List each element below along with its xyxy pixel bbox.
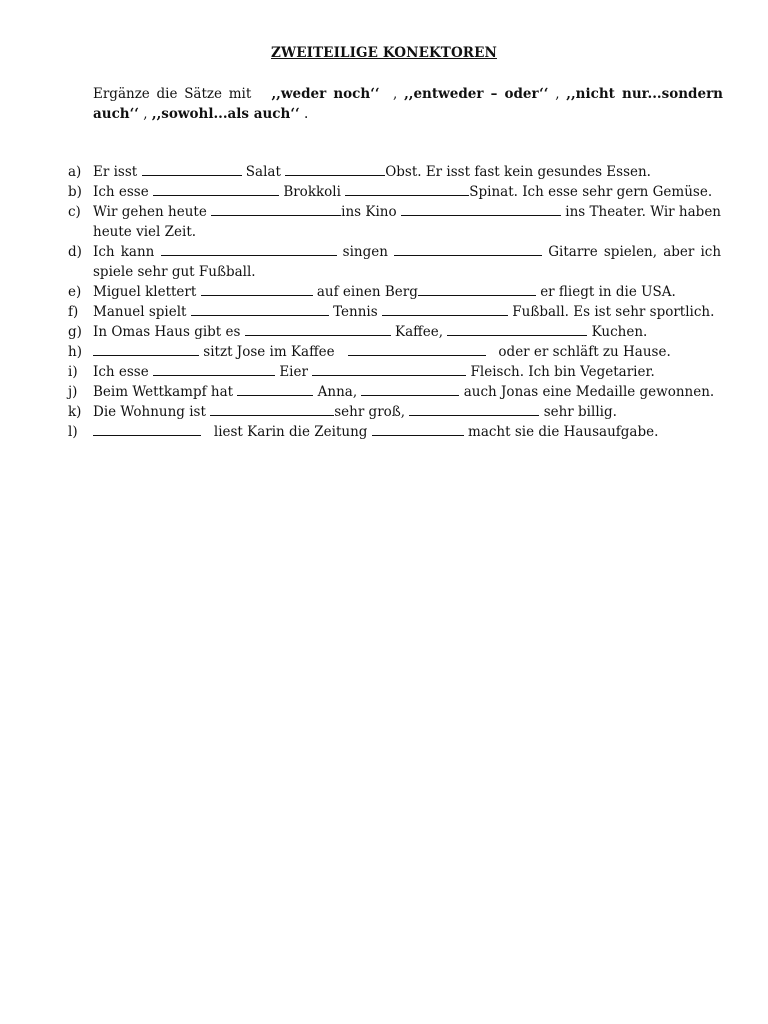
item-text: Brokkoli xyxy=(283,184,341,200)
instruction-end: . xyxy=(304,106,309,122)
item-text: In Omas Haus gibt es xyxy=(93,324,241,340)
item-label: e) xyxy=(68,284,82,300)
item-text: Ich esse xyxy=(93,184,149,200)
answer-blank[interactable] xyxy=(201,282,313,296)
connector-sowohl-als-auch: ,,sowohl...als auch‘‘ xyxy=(151,106,300,122)
answer-blank[interactable] xyxy=(348,342,486,356)
item-text: Kaffee, xyxy=(395,324,444,340)
item-text: auch Jonas eine Medaille gewonnen. xyxy=(463,384,715,400)
exercise-item-k xyxy=(0,402,768,422)
item-label: a) xyxy=(68,164,82,180)
item-text: er fliegt in die USA. xyxy=(540,284,676,300)
item-text: Anna, xyxy=(317,384,358,400)
item-text: Ich esse xyxy=(93,364,149,380)
connector-nicht-nur-sondern-auch: ,,nicht nur...sondern auch‘‘ xyxy=(93,86,723,122)
item-text: Ich kann xyxy=(93,244,155,260)
exercise-item-b xyxy=(0,182,768,202)
item-text: oder er schläft zu Hause. xyxy=(498,344,671,360)
instruction-text: Ergänze die Sätze mit ,,weder noch‘‘ , ,,entweder – oder‘‘ , ,,nicht nur...sondern auch‘‘ , ,,sowohl...als auch‘‘ . xyxy=(93,86,723,122)
item-label: g) xyxy=(68,324,82,340)
item-label: j) xyxy=(68,384,78,400)
instruction-lead: Ergänze die Sätze mit xyxy=(93,86,252,102)
item-text: Gitarre spielen, aber ich spiele sehr gut Fußball. xyxy=(93,244,722,280)
item-text: Tennis xyxy=(333,304,378,320)
item-text: ins Kino xyxy=(341,204,397,220)
item-label: l) xyxy=(68,424,78,440)
item-text: Wir gehen heute xyxy=(93,204,207,220)
answer-blank[interactable] xyxy=(211,202,341,216)
exercise-item-a xyxy=(0,162,768,182)
exercise-item-d xyxy=(0,242,768,282)
item-text: Er isst xyxy=(93,164,138,180)
answer-blank[interactable] xyxy=(93,342,199,356)
answer-blank[interactable] xyxy=(153,182,279,196)
answer-blank[interactable] xyxy=(142,162,242,176)
worksheet-title: ZWEITEILIGE KONEKTOREN xyxy=(271,45,497,61)
item-label: f) xyxy=(68,304,79,320)
item-text: Manuel spielt xyxy=(93,304,187,320)
answer-blank[interactable] xyxy=(312,362,466,376)
item-label: d) xyxy=(68,244,82,260)
exercise-item-f xyxy=(0,302,768,322)
answer-blank[interactable] xyxy=(382,302,508,316)
item-text: Fußball. Es ist sehr sportlich. xyxy=(512,304,715,320)
answer-blank[interactable] xyxy=(401,202,561,216)
item-label: h) xyxy=(68,344,82,360)
exercise-item-c xyxy=(0,202,768,242)
answer-blank[interactable] xyxy=(191,302,329,316)
connector-entweder-oder: ,,entweder – oder‘‘ xyxy=(404,86,549,102)
answer-blank[interactable] xyxy=(153,362,275,376)
item-text: Spinat. Ich esse sehr gern Gemüse. xyxy=(469,184,713,200)
item-text: Fleisch. Ich bin Vegetarier. xyxy=(470,364,655,380)
item-text: singen xyxy=(342,244,388,260)
exercise-item-e xyxy=(0,282,768,302)
item-text: Miguel klettert xyxy=(93,284,197,300)
item-label: i) xyxy=(68,364,78,380)
exercise-item-g xyxy=(0,322,768,342)
answer-blank[interactable] xyxy=(93,422,201,436)
item-text: sehr groß, xyxy=(334,404,406,420)
exercise-item-j xyxy=(0,382,768,402)
exercise-item-l xyxy=(0,422,768,442)
item-text: Die Wohnung ist xyxy=(93,404,206,420)
answer-blank[interactable] xyxy=(447,322,587,336)
answer-blank[interactable] xyxy=(409,402,539,416)
item-label: k) xyxy=(68,404,82,420)
connector-weder-noch: ,,weder noch‘‘ xyxy=(271,86,380,102)
answer-blank[interactable] xyxy=(394,242,542,256)
answer-blank[interactable] xyxy=(237,382,313,396)
item-text: sitzt Jose im Kaffee xyxy=(203,344,335,360)
answer-blank[interactable] xyxy=(418,282,536,296)
answer-blank[interactable] xyxy=(345,182,469,196)
item-text: Beim Wettkampf hat xyxy=(93,384,234,400)
exercise-list xyxy=(0,162,768,442)
answer-blank[interactable] xyxy=(245,322,391,336)
item-text: auf einen Berg xyxy=(316,284,418,300)
exercise-item-h xyxy=(0,342,768,362)
answer-blank[interactable] xyxy=(372,422,464,436)
item-text: Salat xyxy=(245,164,281,180)
item-text: sehr billig. xyxy=(543,404,617,420)
item-label: b) xyxy=(68,184,82,200)
item-text: macht sie die Hausaufgabe. xyxy=(468,424,659,440)
item-text: liest Karin die Zeitung xyxy=(213,424,368,440)
item-text: Eier xyxy=(279,364,308,380)
answer-blank[interactable] xyxy=(285,162,385,176)
item-text: Kuchen. xyxy=(591,324,648,340)
answer-blank[interactable] xyxy=(161,242,337,256)
answer-blank[interactable] xyxy=(361,382,459,396)
exercise-item-i xyxy=(0,362,768,382)
item-text: ins Theater. Wir haben heute viel Zeit. xyxy=(93,204,721,240)
answer-blank[interactable] xyxy=(210,402,334,416)
item-label: c) xyxy=(68,204,81,220)
item-text: Obst. Er isst fast kein gesundes Essen. xyxy=(385,164,651,180)
